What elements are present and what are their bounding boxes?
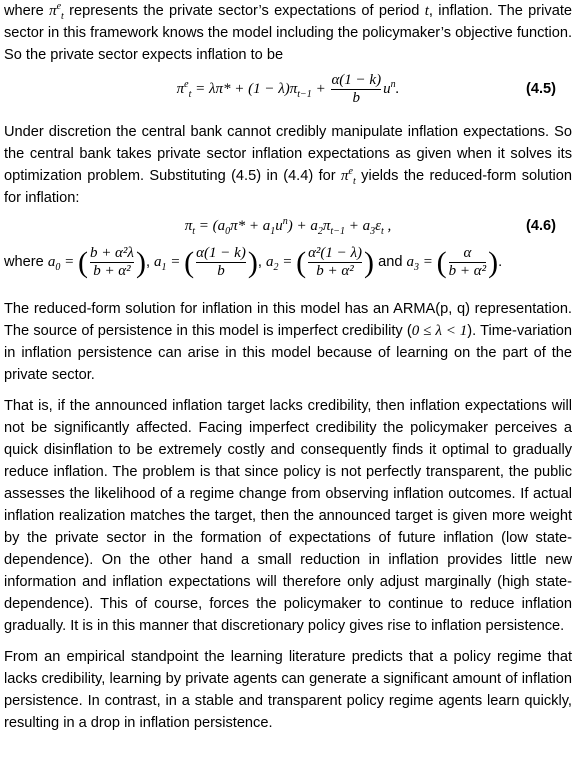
coefficient-definitions: where $a_0$ = ( $\frac{\text{b + α²λ}}{\text{b + α²}}$ ), $a_1$ = ( $\frac{\alpha(1 - k)}{b}$ ), $a_2$ = ( $\frac{\text{α²(1 − λ)}}{\text{b + α²}}$ ) and $a_3$ = ( $\frac{\alpha}{\text{b + α²}}$ ). bbox=[4, 245, 503, 279]
text: yields the reduced-form solution for inflation: bbox=[4, 168, 572, 206]
text: where bbox=[4, 3, 50, 19]
text: where bbox=[4, 253, 48, 270]
equation-4-5 bbox=[4, 66, 572, 112]
paragraph-empirical: From an empirical standpoint the learning literature predicts that a policy regime that lacks credibility, learning by private agents can generate a significant amount of inflation persistence. In contrast, in a stable and transparent policy regime agents learn quickly, resulting in a drop in inflation persistence. bbox=[4, 649, 572, 731]
paragraph-arma bbox=[4, 298, 572, 386]
coef-a1: $a_1$ = ( $\frac{\alpha(1 - k)}{b}$ ) bbox=[154, 245, 258, 279]
text: ). Time-variation in inflation persistence can arise in this model because of learning on the part of the private sector. bbox=[4, 323, 572, 383]
equation-4-6-body: $\pi_t = (a_0\pi* + a_1u^n) + a_2\pi_{t-1} + a_3\varepsilon_t$ , bbox=[184, 216, 392, 237]
math-pi-expectation: $\pi^e_t$ bbox=[49, 1, 64, 22]
coef-a3: $a_3$ = ( $\frac{\alpha}{\text{b + α²}}$ ) bbox=[406, 245, 499, 279]
math-pi-expectation: $\pi^e_t$ bbox=[341, 166, 356, 187]
text: , inflation. The private sector in this framework knows the model including the policymaker’s objective function. So the private sector expects inflation to be bbox=[4, 3, 572, 63]
coef-a2: $a_2$ = ( $\frac{\text{α²(1 − λ)}}{\text{b + α²}}$ ) bbox=[265, 245, 375, 279]
math-t: t bbox=[424, 3, 429, 19]
text: Under discretion the central bank cannot credibly manipulate inflation expectations. So the central bank takes private sector inflation expectations as given when it solves its optimization problem. Substituting (4.5) in (4.4) for bbox=[4, 124, 572, 184]
text: represents the private sector’s expectations of period bbox=[63, 3, 425, 19]
math-credibility-condition: 0 ≤ λ < 1 bbox=[411, 323, 468, 339]
fraction: $\frac{\alpha(1 - k)}{b}$ bbox=[331, 72, 382, 106]
paragraph-discretion bbox=[4, 121, 572, 209]
equation-number: (4.6) bbox=[525, 218, 556, 234]
equation-number: (4.5) bbox=[525, 81, 556, 97]
equation-4-6 bbox=[4, 209, 572, 241]
equation-4-5-body: $\pi^e_t = \lambda\pi* + (1 - \lambda)\pi_{t-1}$ + $\frac{\alpha(1 - k)}{b}$ $u^n$. bbox=[176, 72, 400, 106]
text: and bbox=[374, 253, 407, 270]
document-page bbox=[4, 0, 572, 734]
paragraph-intro bbox=[4, 0, 572, 66]
text: The reduced-form solution for inflation in this model has an ARMA(p, q) representation. The source of persistence in this model is imperfect credibility ( bbox=[4, 301, 572, 339]
paragraph-credibility: That is, if the announced inflation target lacks credibility, then inflation expectations will not be significantly affected. Facing imperfect credibility the policymaker perceives a quick disinflation to be extremely costly and consequently finds it optimal to gradually reduce inflation. The problem is that since policy is not perfectly transparent, the public assesses the likelihood of a regime change from observing inflation outcomes. If actual inflation realization matches the target, then the announced target is given more weight by the private sector in the formation of expectations of future inflation (low state-dependence). On the other hand a small reduction in inflation provides little new information and inflation expectations will therefore only adjust marginally (high state-dependence). This of course, forces the policymaker to continue to reduce inflation gradually. It is in this manner that discretionary policy gives rise to inflation persistence. bbox=[4, 398, 572, 634]
coef-a0: $a_0$ = ( $\frac{\text{b + α²λ}}{\text{b + α²}}$ ) bbox=[47, 245, 146, 279]
